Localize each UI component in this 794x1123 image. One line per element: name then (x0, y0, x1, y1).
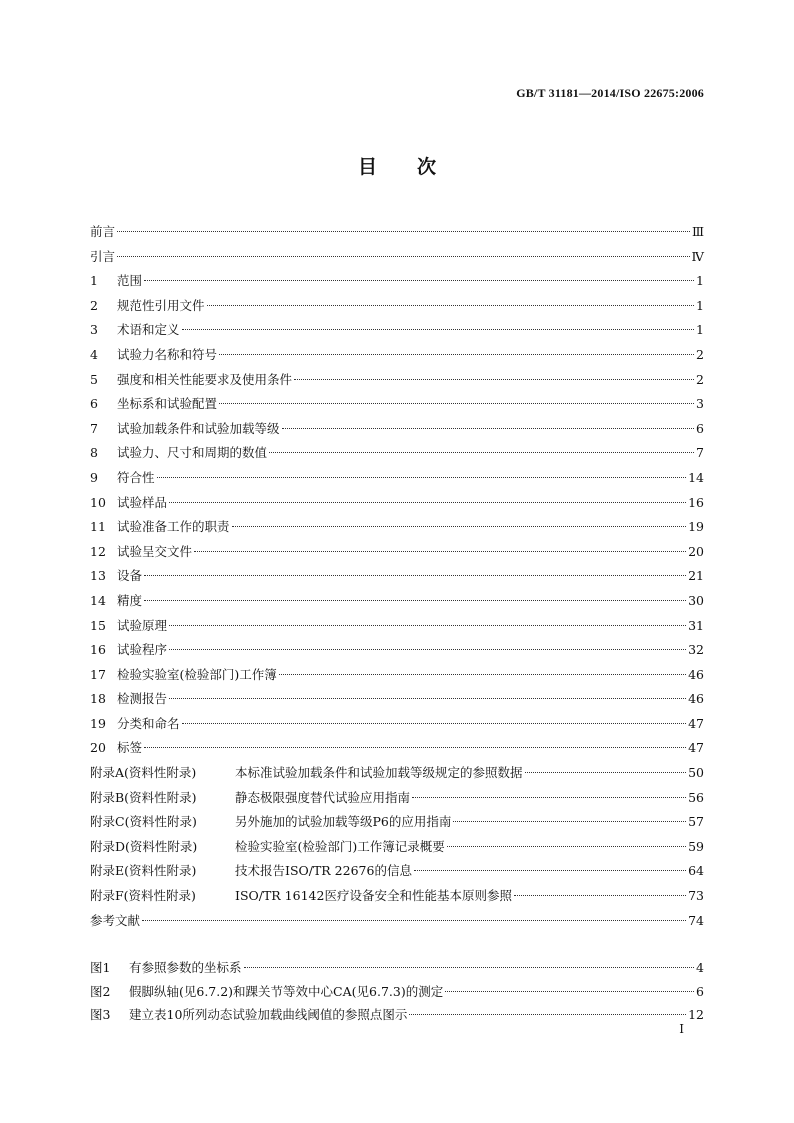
entry-label: 精度 (117, 592, 143, 608)
entry-number: 20 (90, 740, 106, 756)
figure-entry[interactable] (90, 1005, 704, 1029)
figure-entry[interactable] (90, 982, 704, 1006)
dot-leader (169, 698, 686, 699)
entry-page: 1 (696, 273, 704, 289)
entry-page: 6 (696, 420, 704, 436)
entry-number: 17 (90, 666, 106, 682)
dot-leader (219, 354, 694, 355)
dot-leader (232, 526, 687, 527)
toc-entry[interactable] (90, 788, 704, 813)
entry-number: 附录E(资料性附录) (90, 863, 197, 879)
toc-entry[interactable] (90, 517, 704, 542)
toc-entry[interactable] (90, 714, 704, 739)
dot-leader (409, 1014, 686, 1015)
entry-label: 试验加载条件和试验加载等级 (117, 420, 280, 436)
entry-page: 73 (688, 888, 704, 904)
figure-entry[interactable] (90, 958, 704, 982)
entry-label: 本标准试验加载条件和试验加载等级规定的参照数据 (235, 765, 523, 781)
entry-number: 16 (90, 642, 106, 658)
entry-label: 术语和定义 (117, 322, 180, 338)
entry-page: 20 (688, 543, 704, 559)
entry-number: 1 (90, 273, 98, 289)
toc-entry[interactable] (90, 345, 704, 370)
dot-leader (514, 895, 686, 896)
entry-label: 坐标系和试验配置 (117, 396, 218, 412)
entry-label: 强度和相关性能要求及使用条件 (117, 371, 293, 387)
entry-label: 标签 (117, 740, 143, 756)
entry-label: 检测报告 (117, 691, 168, 707)
entry-page: 6 (696, 983, 704, 999)
toc-entry[interactable] (90, 320, 704, 345)
dot-leader (412, 797, 686, 798)
entry-number: 附录B(资料性附录) (90, 789, 197, 805)
dot-leader (207, 305, 695, 306)
toc-entry[interactable] (90, 591, 704, 616)
toc-entry[interactable] (90, 763, 704, 788)
dot-leader (447, 846, 686, 847)
entry-page: 14 (688, 469, 704, 485)
entry-number: 4 (90, 346, 98, 362)
dot-leader (453, 821, 686, 822)
entry-number: 附录F(资料性附录) (90, 888, 196, 904)
toc-entry[interactable] (90, 222, 704, 247)
toc-entry[interactable] (90, 738, 704, 763)
entry-page: 16 (688, 494, 704, 510)
entry-number: 18 (90, 691, 106, 707)
entry-page: 50 (688, 765, 704, 781)
dot-leader (144, 600, 686, 601)
figure-list (90, 958, 704, 1029)
entry-page: 46 (688, 666, 704, 682)
entry-number: 图3 (90, 1007, 111, 1022)
dot-leader (169, 625, 686, 626)
entry-number: 附录D(资料性附录) (90, 838, 198, 854)
entry-label: 假脚纵轴(见6.7.2)和踝关节等效中心CA(见6.7.3)的测定 (129, 983, 444, 999)
dot-leader (269, 452, 694, 453)
entry-page: 64 (688, 863, 704, 879)
entry-label: 检验实验室(检验部门)工作簿记录概要 (235, 838, 445, 854)
entry-page: Ⅳ (691, 248, 704, 264)
entry-number: 11 (90, 519, 106, 535)
entry-number: 3 (90, 322, 98, 338)
entry-label: ISO/TR 16142医疗设备安全和性能基本原则参照 (235, 888, 512, 904)
entry-label: 参考文献 (90, 912, 141, 928)
entry-number: 附录C(资料性附录) (90, 814, 197, 830)
entry-page: 7 (696, 445, 704, 461)
entry-label: 另外施加的试验加载等级P6的应用指南 (235, 814, 452, 830)
toc-entry[interactable] (90, 812, 704, 837)
entry-label: 技术报告ISO/TR 22676的信息 (235, 863, 412, 879)
entry-number: 5 (90, 371, 98, 387)
entry-label: 检验实验室(检验部门)工作簿 (117, 666, 277, 682)
entry-number: 13 (90, 568, 106, 584)
dot-leader (194, 551, 686, 552)
entry-label: 试验力名称和符号 (117, 346, 218, 362)
entry-label: 前言 (90, 224, 116, 239)
page-number: I (679, 1022, 684, 1036)
toc-entry[interactable] (90, 468, 704, 493)
toc-entry[interactable] (90, 247, 704, 272)
entry-label: 建立表10所列动态试验加载曲线阈值的参照点图示 (129, 1007, 408, 1022)
entry-page: 21 (688, 568, 704, 584)
entry-page: 3 (696, 396, 704, 412)
entry-label: 试验准备工作的职责 (117, 519, 230, 535)
entry-number: 6 (90, 396, 98, 412)
dot-leader (219, 403, 694, 404)
entry-label: 分类和命名 (117, 715, 180, 731)
entry-page: 1 (696, 322, 704, 338)
entry-label: 有参照参数的坐标系 (129, 960, 242, 975)
entry-page: 4 (696, 960, 704, 975)
toc-entry[interactable] (90, 419, 704, 444)
dot-leader (279, 674, 686, 675)
standard-code-header: GB/T 31181—2014/ISO 22675:2006 (516, 86, 704, 100)
toc-entry[interactable] (90, 616, 704, 641)
entry-page: 1 (696, 297, 704, 313)
entry-page: Ⅲ (691, 224, 704, 239)
dot-leader (182, 329, 695, 330)
dot-leader (142, 920, 686, 921)
toc-entry[interactable] (90, 370, 704, 395)
page-title: 目次 (357, 156, 476, 178)
entry-page: 31 (688, 617, 704, 633)
dot-leader (169, 502, 686, 503)
entry-number: 15 (90, 617, 106, 633)
toc-entry[interactable] (90, 542, 704, 567)
entry-number: 7 (90, 420, 98, 436)
dot-leader (169, 649, 686, 650)
dot-leader (144, 575, 686, 576)
entry-page: 2 (696, 371, 704, 387)
entry-page: 74 (688, 912, 704, 928)
entry-number: 9 (90, 469, 98, 485)
entry-label: 试验样品 (117, 494, 168, 510)
entry-label: 试验原理 (117, 617, 168, 633)
entry-number: 8 (90, 445, 98, 461)
entry-number: 2 (90, 297, 98, 313)
dot-leader (244, 967, 695, 968)
dot-leader (144, 280, 694, 281)
entry-page: 19 (688, 519, 704, 535)
toc-entry[interactable] (90, 689, 704, 714)
entry-label: 试验程序 (117, 642, 168, 658)
toc-entry[interactable] (90, 493, 704, 518)
entry-page: 46 (688, 691, 704, 707)
dot-leader (525, 772, 687, 773)
entry-label: 设备 (117, 568, 143, 584)
dot-leader (445, 991, 694, 992)
entry-page: 47 (688, 715, 704, 731)
entry-label: 规范性引用文件 (117, 297, 205, 313)
entry-number: 12 (90, 543, 106, 559)
dot-leader (144, 747, 686, 748)
toc-entry[interactable] (90, 443, 704, 468)
entry-number: 19 (90, 715, 106, 731)
toc-entry[interactable] (90, 837, 704, 862)
entry-page: 32 (688, 642, 704, 658)
entry-number: 附录A(资料性附录) (90, 765, 197, 781)
dot-leader (117, 231, 690, 232)
toc-entry[interactable] (90, 886, 704, 911)
entry-page: 47 (688, 740, 704, 756)
toc-entry[interactable] (90, 640, 704, 665)
toc-entry[interactable] (90, 665, 704, 690)
entry-page: 2 (696, 346, 704, 362)
toc-entry[interactable] (90, 911, 704, 936)
dot-leader (182, 723, 687, 724)
toc-entry[interactable] (90, 394, 704, 419)
entry-label: 静态极限强度替代试验应用指南 (235, 789, 411, 805)
entry-page: 30 (688, 592, 704, 608)
toc-entry[interactable] (90, 861, 704, 886)
entry-number: 10 (90, 494, 106, 510)
entry-page: 57 (688, 814, 704, 830)
entry-label: 试验呈交文件 (117, 543, 193, 559)
entry-number: 图1 (90, 960, 111, 975)
dot-leader (282, 428, 695, 429)
toc-entry[interactable] (90, 271, 704, 296)
dot-leader (294, 379, 694, 380)
entry-page: 56 (688, 789, 704, 805)
entry-label: 符合性 (117, 469, 155, 485)
dot-leader (117, 256, 689, 257)
toc-entry[interactable] (90, 296, 704, 321)
entry-number: 图2 (90, 983, 111, 999)
entry-page: 59 (688, 838, 704, 854)
entry-label: 试验力、尺寸和周期的数值 (117, 445, 268, 461)
entry-label: 引言 (90, 248, 116, 264)
dot-leader (157, 477, 687, 478)
toc-entry[interactable] (90, 566, 704, 591)
dot-leader (414, 870, 686, 871)
entry-label: 范围 (117, 273, 143, 289)
toc-list (90, 222, 704, 935)
entry-number: 14 (90, 592, 106, 608)
entry-page: 12 (688, 1007, 704, 1022)
